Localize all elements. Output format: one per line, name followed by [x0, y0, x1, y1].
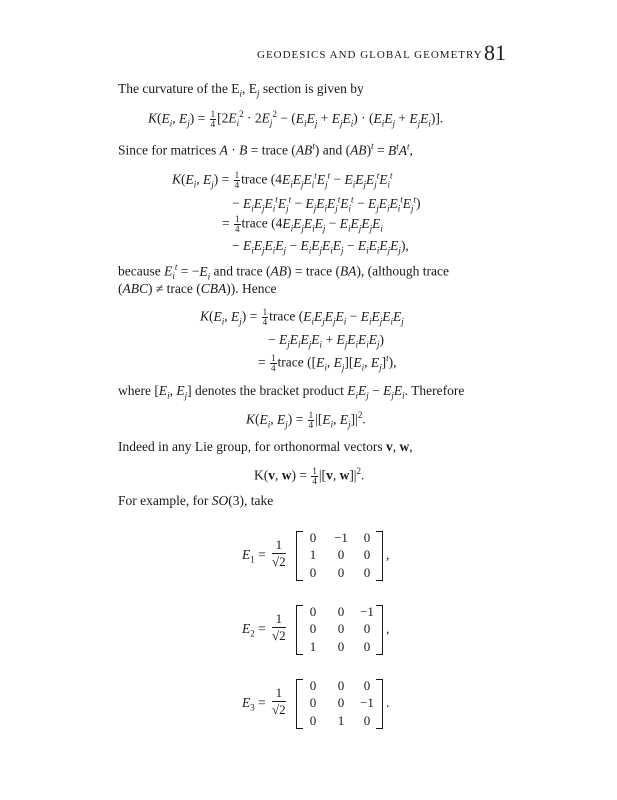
matrix-cell: 1: [309, 639, 317, 654]
matrix-cell: 0: [337, 547, 345, 562]
matrix-cell: 0: [363, 530, 371, 545]
matrix-e3-label: $E_3$ =: [242, 695, 266, 713]
running-title: GEODESICS AND GLOBAL GEOMETRY: [257, 49, 483, 61]
matrix-e2-coefficient: 1 √2: [272, 611, 286, 643]
matrix-e1-right-bracket: [376, 531, 383, 581]
matrix-e2-label: $E_2$ =: [242, 621, 266, 639]
matrix-cell: 0: [309, 565, 317, 580]
matrix-cell: 1: [337, 713, 345, 728]
equation-curvature-3-line1: $K(E_i$, $E_j$) = $\frac{1}{4}$ trace ($E_iE_jE_jE_i - E_iE_jE_iE_j$: [200, 307, 404, 327]
matrix-e1-punctuation: ,: [386, 547, 390, 562]
equation-curvature-1: $K(E_i$, $E_j$) = $\frac{1}{4}$ $[2E_i^2 \cdot 2E_j^2 - (E_iE_j + E_jE_i) \cdot (E_iE_j + E_jE_i)]$.: [148, 108, 444, 129]
matrix-cell: 0: [363, 713, 371, 728]
matrix-e1-label: $E_1$ =: [242, 547, 266, 565]
matrix-cell: 0: [309, 530, 317, 545]
matrix-cell: 0: [363, 678, 371, 693]
matrix-e1-coefficient: 1 √2: [272, 537, 286, 569]
matrix-cell: 0: [337, 639, 345, 654]
matrix-cell: 0: [309, 678, 317, 693]
matrix-e2-punctuation: ,: [386, 621, 390, 636]
matrix-e3-coefficient: 1 √2: [272, 685, 286, 717]
equation-curvature-bracket: $K(E_i$, $E_j$) = $\frac{1}{4}$ $|[E_i$, $E_j]|^2$.: [246, 409, 366, 430]
matrix-cell: 0: [309, 695, 317, 710]
matrix-e3-punctuation: .: [386, 695, 390, 710]
equation-curvature-2-line1: $K(E_i$, $E_j$) = $\frac{1}{4}$ trace ($4E_iE_jE_i^tE_j^t - E_iE_jE_j^tE_i^t$: [172, 169, 393, 190]
paragraph-example: For example, for SO(3), take: [118, 493, 274, 508]
page-number: 81: [484, 40, 506, 65]
equation-curvature-2-line2: − $E_iE_jE_i^tE_j^t - E_jE_iE_j^tE_i^t - E_jE_iE_i^tE_j^t$): [232, 194, 421, 214]
matrix-cell: 0: [337, 695, 345, 710]
matrix-cell: 0: [363, 639, 371, 654]
matrix-cell: 0: [363, 565, 371, 580]
equation-lie-group-curvature: K(v, w) = $\frac{1}{4}$ |[v, $w]|^2$.: [254, 465, 365, 486]
matrix-cell: −1: [360, 604, 374, 619]
paragraph-because-1: because $E_i^t = -E_i$ and trace (AB) = trace (BA), (although trace: [118, 262, 450, 282]
paragraph-curvature: The curvature of the $E_i$, $E_j$ section is given by: [118, 81, 364, 99]
equation-curvature-2-line3: = $\frac{1}{4}$ trace ($4E_iE_jE_iE_j - E_iE_jE_jE_i$: [222, 214, 383, 234]
matrix-cell: 0: [309, 604, 317, 619]
matrix-e2-right-bracket: [376, 605, 383, 655]
matrix-cell: 0: [309, 713, 317, 728]
matrix-cell: 0: [337, 621, 345, 636]
matrix-cell: 0: [337, 678, 345, 693]
matrix-e3-right-bracket: [376, 679, 383, 729]
matrix-cell: 1: [309, 547, 317, 562]
matrix-cell: 0: [337, 565, 345, 580]
equation-curvature-3-line3: = $\frac{1}{4}$ trace ([$E_i$, $E_j][E_i$, $E_j]^t$),: [258, 352, 397, 373]
matrix-cell: 0: [309, 621, 317, 636]
matrix-cell: 0: [363, 547, 371, 562]
paragraph-since: Since for matrices A · B = trace $(AB^t)$ and $(AB)^t = B^tA^t$,: [118, 141, 413, 158]
matrix-cell: 0: [337, 604, 345, 619]
paragraph-where: where [$E_i$, $E_j$] denotes the bracket product $E_iE_j - E_jE_i$. Therefore: [118, 383, 465, 401]
matrix-cell: −1: [360, 695, 374, 710]
equation-curvature-2-line4: − $E_iE_jE_iE_j - E_iE_jE_iE_j - E_iE_iE_jE_j$),: [232, 238, 409, 256]
equation-curvature-3-line2: − $E_jE_iE_jE_i + E_jE_iE_iE_j$): [268, 332, 384, 350]
matrix-cell: 0: [363, 621, 371, 636]
matrix-cell: −1: [334, 530, 348, 545]
paragraph-indeed: Indeed in any Lie group, for orthonormal vectors v, w,: [118, 439, 413, 454]
paragraph-because-2: (ABC) ≠ trace (CBA)). Hence: [118, 281, 277, 296]
